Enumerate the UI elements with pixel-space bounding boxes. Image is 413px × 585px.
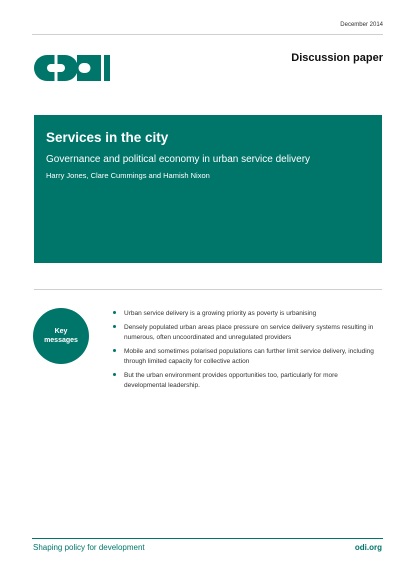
footer-url-link[interactable]: odi.org — [354, 543, 382, 552]
document-title: Services in the city — [46, 130, 169, 145]
key-messages-label-line2: messages — [44, 337, 78, 344]
message-text: But the urban environment provides opportunities too, particularly for more developmental leadership. — [124, 372, 338, 390]
message-text: Urban service delivery is a growing priority as poverty is urbanising — [124, 310, 317, 317]
key-messages-list — [113, 309, 375, 395]
bullet-icon — [113, 311, 116, 314]
bullet-icon — [113, 349, 116, 352]
bullet-icon — [113, 373, 116, 376]
publication-date: December 2014 — [340, 22, 383, 28]
list-item — [113, 371, 375, 391]
list-item — [113, 347, 375, 367]
list-item — [113, 309, 375, 319]
paper-type-label: Discussion paper — [291, 52, 383, 64]
header-divider — [32, 34, 383, 35]
title-banner — [34, 115, 382, 263]
odi-logo-icon — [32, 52, 112, 84]
document-subtitle: Governance and political economy in urban service delivery — [46, 154, 311, 165]
message-text: Mobile and sometimes polarised populations can further limit service delivery, including through limited capacity for collective action — [124, 348, 374, 366]
list-item — [113, 323, 375, 343]
footer-divider — [32, 538, 383, 539]
document-authors: Harry Jones, Clare Cummings and Hamish Nixon — [46, 171, 210, 180]
key-messages-badge — [33, 308, 89, 364]
message-text: Densely populated urban areas place pressure on service delivery systems resulting in numerous, often uncoordinated and unregulated providers — [124, 324, 374, 342]
bullet-icon — [113, 325, 116, 328]
key-messages-label-line1: Key — [54, 327, 68, 335]
section-divider — [34, 289, 382, 290]
footer-tagline: Shaping policy for development — [33, 543, 145, 552]
